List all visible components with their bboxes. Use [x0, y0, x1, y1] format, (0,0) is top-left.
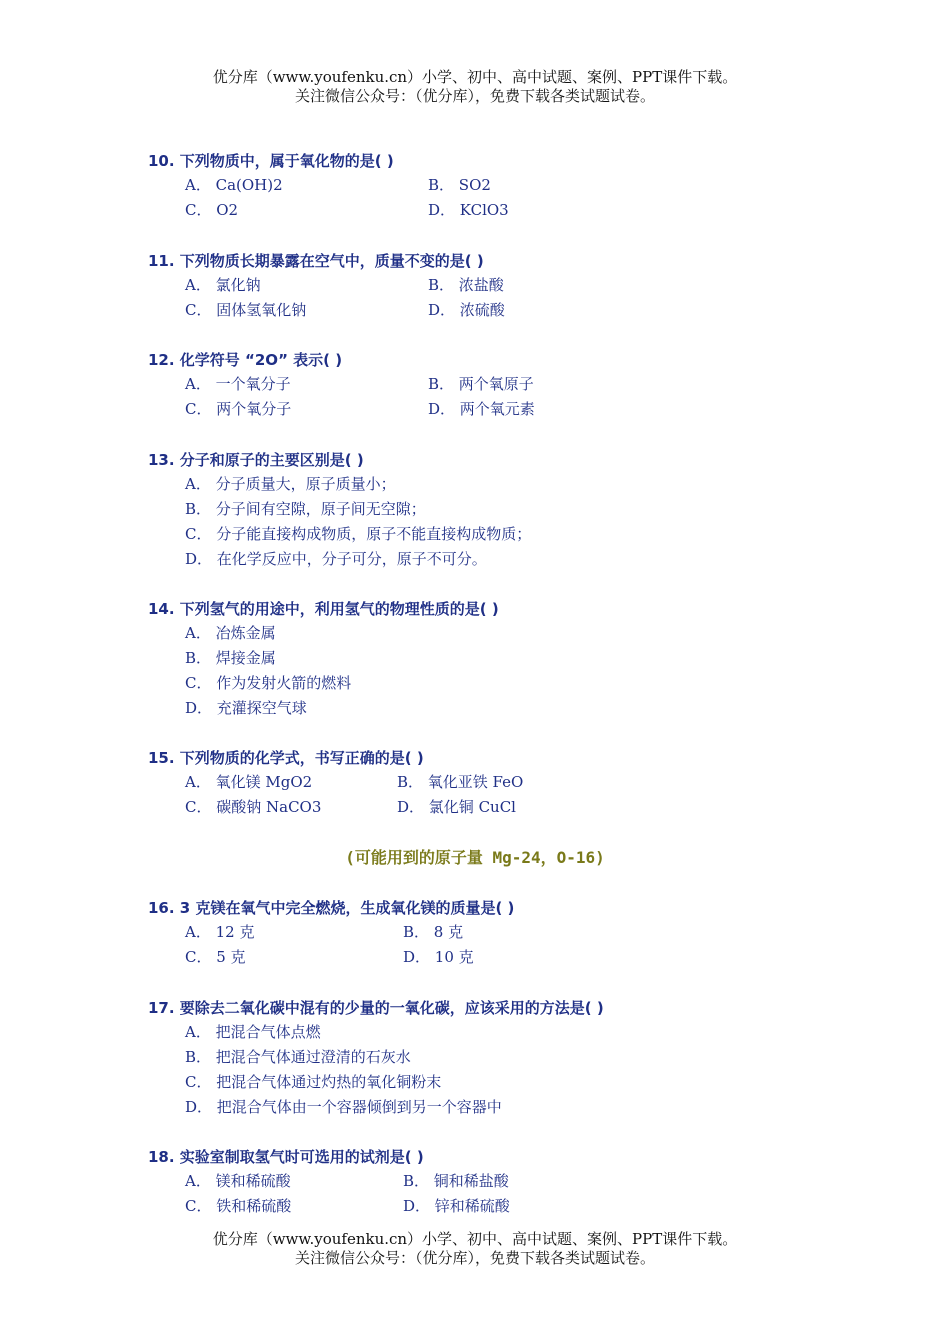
question-13 — [148, 448, 868, 572]
option-a: A． 氧化镁 MgO2 — [185, 773, 313, 791]
option-b: B． 分子间有空隙，原子间无空隙； — [185, 500, 426, 518]
question-16 — [148, 896, 868, 970]
option-c: C． O2 — [185, 201, 239, 219]
option-d: D． 两个氧元素 — [428, 400, 535, 418]
question-stem: 14. 下列氢气的用途中，利用氢气的物理性质的是( ) — [148, 600, 499, 618]
option-b: B． 把混合气体通过澄清的石灰水 — [185, 1048, 411, 1066]
option-c: C． 分子能直接构成物质，原子不能直接构成物质； — [185, 525, 532, 543]
option-a: A． Ca(OH)2 — [185, 176, 283, 194]
option-d: D． 氯化铜 CuCl — [397, 798, 516, 816]
option-d: D． 充灌探空气球 — [185, 699, 307, 717]
option-d: D． 10 克 — [403, 948, 474, 966]
option-c: C． 铁和稀硫酸 — [185, 1197, 292, 1215]
option-d: D． 锌和稀硫酸 — [403, 1197, 510, 1215]
option-a: A． 12 克 — [185, 923, 255, 941]
question-stem: 17. 要除去二氧化碳中混有的少量的一氧化碳，应该采用的方法是( ) — [148, 999, 604, 1017]
option-a: A． 镁和稀硫酸 — [185, 1172, 291, 1190]
option-a: A． 冶炼金属 — [185, 624, 276, 642]
option-a: A． 分子质量大，原子质量小； — [185, 475, 396, 493]
header-line-2: 关注微信公众号：（优分库），免费下载各类试题试卷。 — [294, 87, 655, 105]
option-b: B． 焊接金属 — [185, 649, 276, 667]
page-footer — [0, 1230, 950, 1268]
footer-line-2: 关注微信公众号：（优分库），免费下载各类试题试卷。 — [294, 1249, 655, 1267]
option-a: A． 一个氧分子 — [185, 375, 291, 393]
question-12 — [148, 348, 868, 422]
question-11 — [148, 249, 868, 323]
atomic-mass-note: (可能用到的原子量 Mg-24，O-16) — [345, 848, 605, 867]
option-b: B． SO2 — [428, 176, 491, 194]
option-b: B． 8 克 — [403, 923, 464, 941]
option-d: D． 在化学反应中，分子可分，原子不可分。 — [185, 550, 487, 568]
question-stem: 16. 3 克镁在氧气中完全燃烧，生成氧化镁的质量是( ) — [148, 899, 515, 917]
option-c: C． 把混合气体通过灼热的氧化铜粉末 — [185, 1073, 442, 1091]
page-header — [0, 68, 950, 106]
option-c: C． 碳酸钠 NaCO3 — [185, 798, 322, 816]
question-stem: 11. 下列物质长期暴露在空气中，质量不变的是( ) — [148, 252, 484, 270]
question-14 — [148, 597, 868, 721]
option-d: D． 浓硫酸 — [428, 301, 505, 319]
footer-line-1: 优分库（www.youfenku.cn）小学、初中、高中试题、案例、PPT课件下载。 — [212, 1230, 738, 1248]
question-stem: 15. 下列物质的化学式，书写正确的是( ) — [148, 749, 424, 767]
question-stem: 18. 实验室制取氢气时可选用的试剂是( ) — [148, 1148, 424, 1166]
option-c: C． 两个氧分子 — [185, 400, 292, 418]
option-c: C． 作为发射火箭的燃料 — [185, 674, 352, 692]
option-d: D． KClO3 — [428, 201, 509, 219]
option-b: B． 氧化亚铁 FeO — [397, 773, 524, 791]
question-stem: 10. 下列物质中，属于氧化物的是( ) — [148, 152, 394, 170]
option-c: C． 5 克 — [185, 948, 246, 966]
question-stem: 13. 分子和原子的主要区别是( ) — [148, 451, 364, 469]
option-b: B． 铜和稀盐酸 — [403, 1172, 509, 1190]
option-c: C． 固体氢氧化钠 — [185, 301, 307, 319]
option-d: D． 把混合气体由一个容器倾倒到另一个容器中 — [185, 1098, 502, 1116]
question-15 — [148, 746, 868, 820]
question-stem: 12. 化学符号 “2O” 表示( ) — [148, 351, 343, 369]
option-a: A． 氯化钠 — [185, 276, 261, 294]
question-18 — [148, 1145, 868, 1219]
header-line-1: 优分库（www.youfenku.cn）小学、初中、高中试题、案例、PPT课件下载。 — [212, 68, 738, 86]
option-b: B． 两个氧原子 — [428, 375, 534, 393]
question-17 — [148, 996, 868, 1120]
question-10 — [148, 149, 868, 223]
option-a: A． 把混合气体点燃 — [185, 1023, 321, 1041]
option-b: B． 浓盐酸 — [428, 276, 504, 294]
